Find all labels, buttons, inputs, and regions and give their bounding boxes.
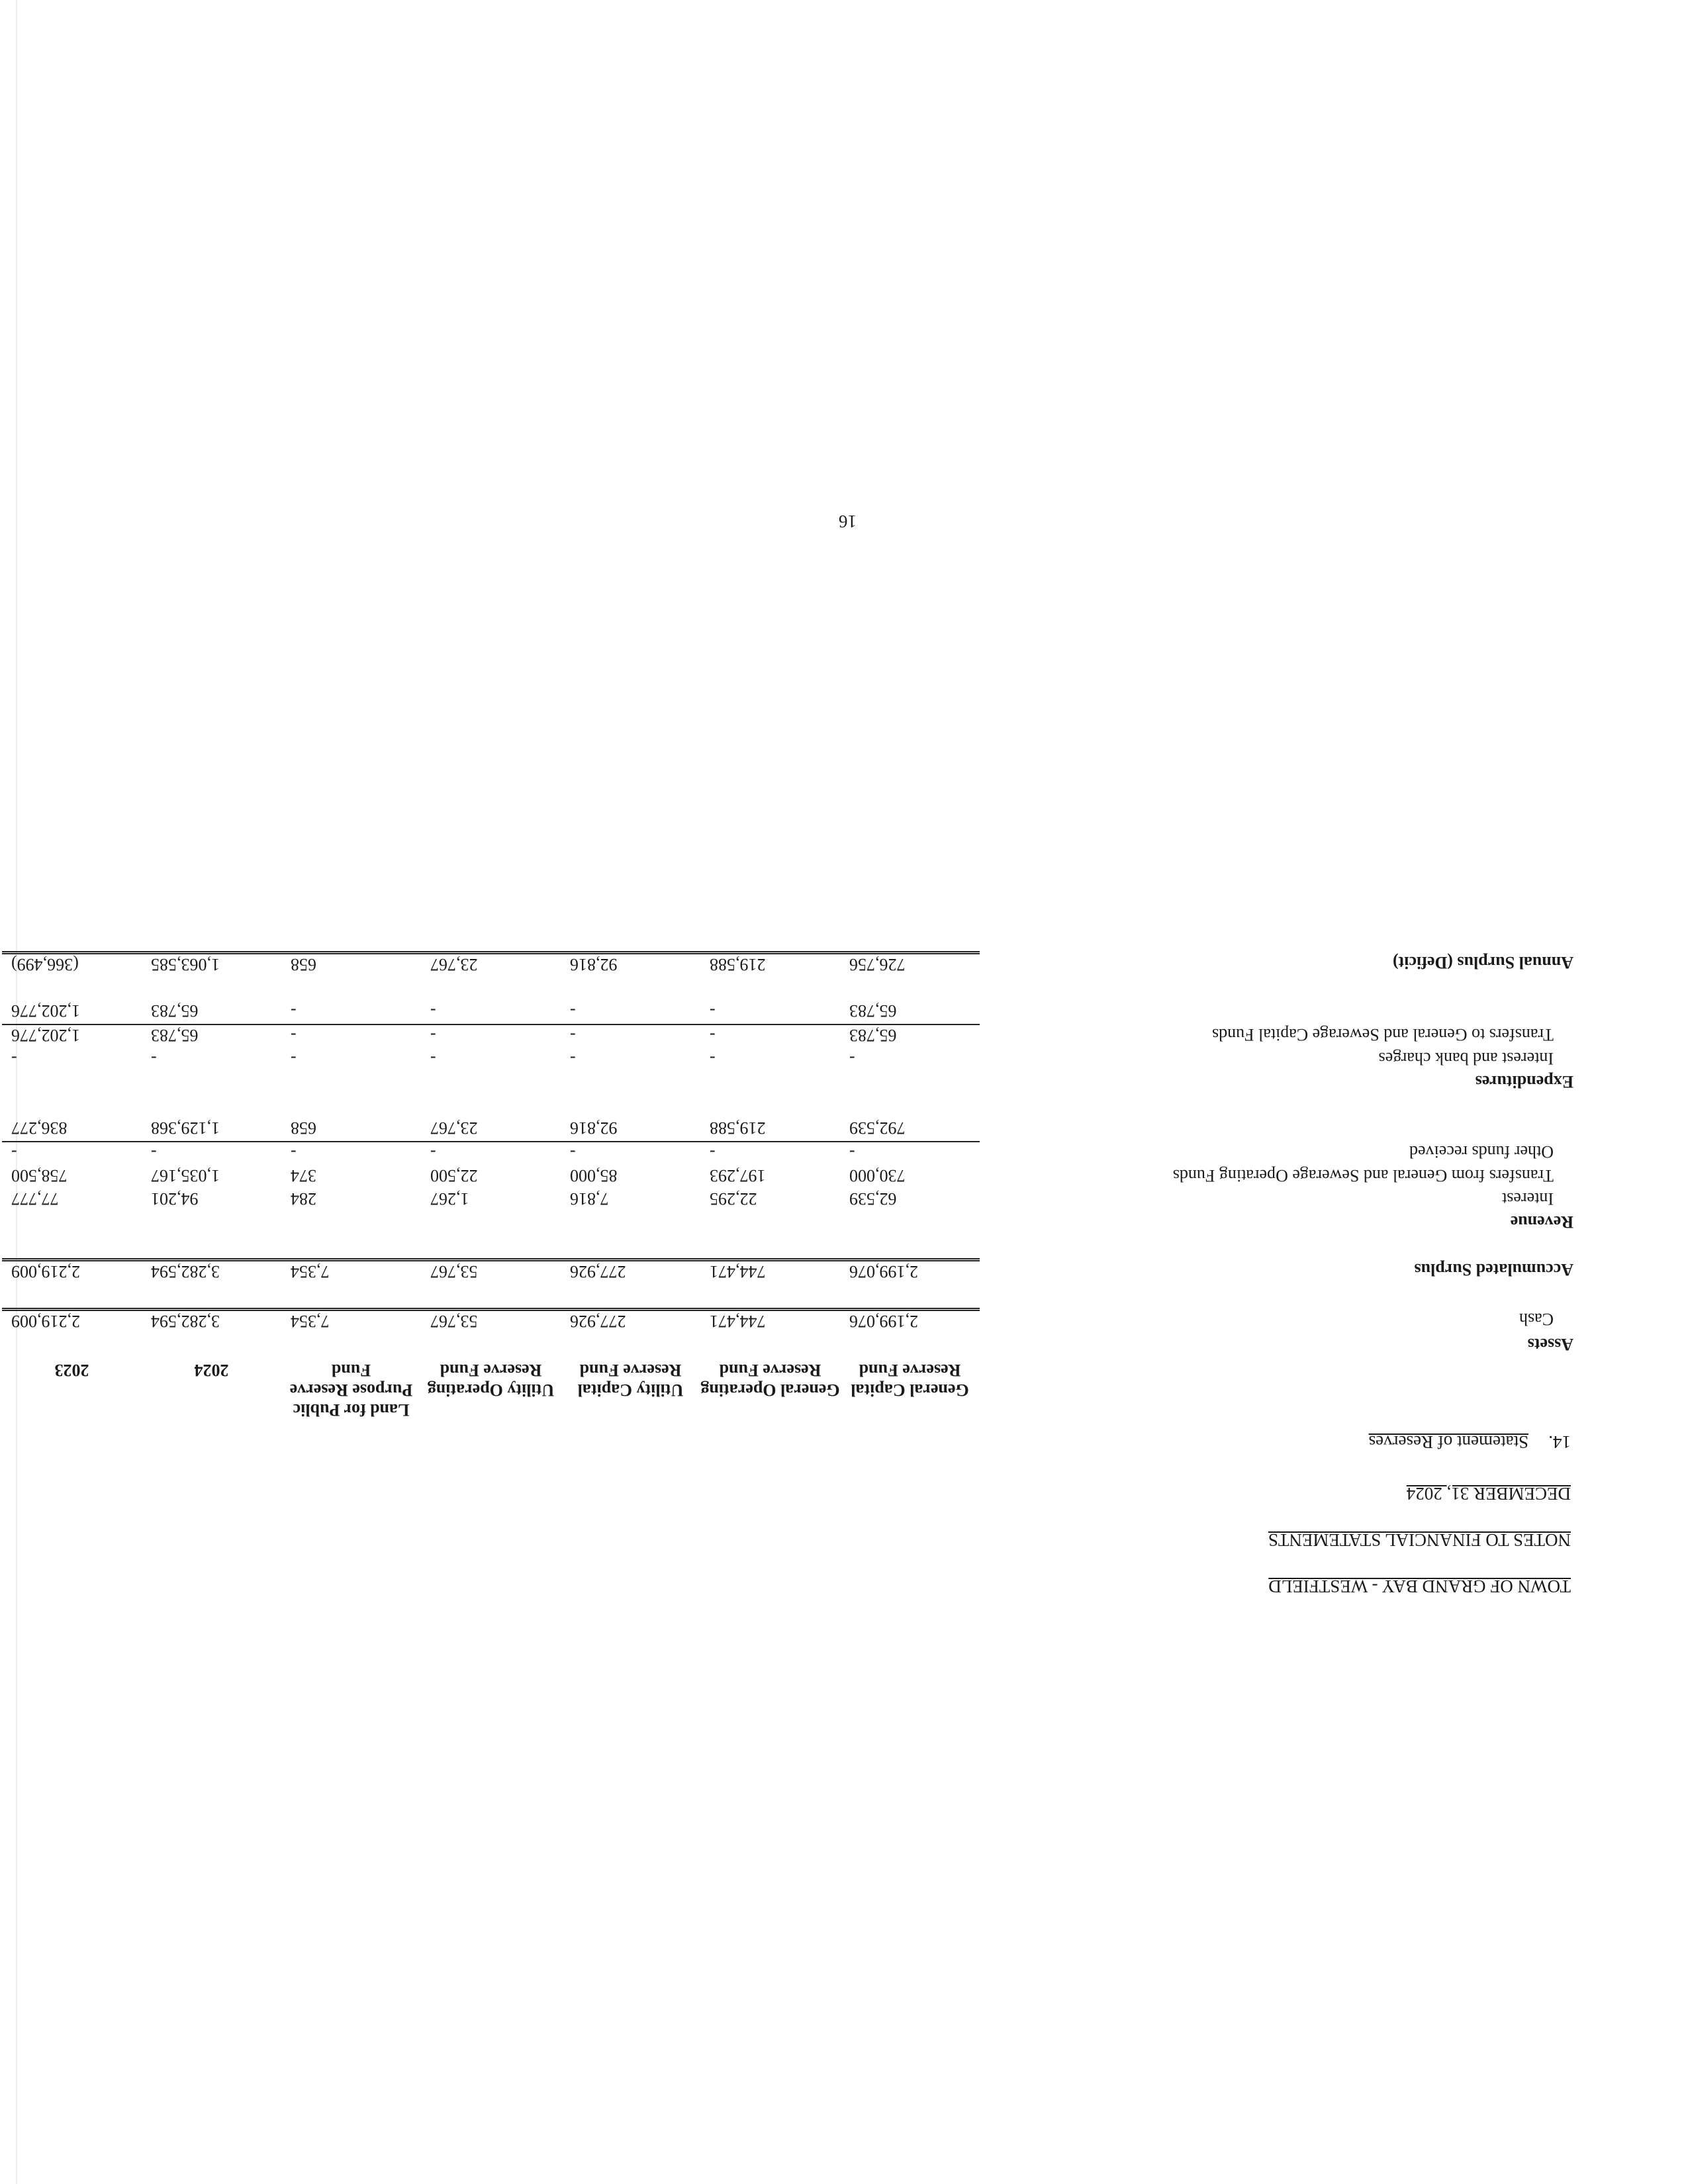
table-row	[2, 1260, 1573, 1285]
cell: 658	[281, 1118, 421, 1142]
cell: 65,783	[142, 1001, 281, 1024]
row-label	[980, 1118, 1573, 1142]
cell: -	[570, 1049, 576, 1068]
cell: 374	[291, 1166, 316, 1185]
page-number: 16	[839, 512, 857, 531]
cell: -	[281, 1001, 421, 1024]
note-title: Statement of Reserves	[1368, 1432, 1528, 1452]
row-label	[980, 1001, 1573, 1024]
cell: 92,816	[561, 953, 700, 978]
col-general-operating: General Operating Reserve Fund	[700, 1361, 840, 1400]
cell: 658	[281, 953, 421, 978]
cell: 1,267	[430, 1189, 469, 1208]
row-label: Cash	[1519, 1310, 1554, 1330]
cell: -	[710, 1049, 716, 1068]
cell: 277,926	[561, 1260, 700, 1285]
col-utility-operating: Utility Operating Reserve Fund	[427, 1361, 555, 1400]
cell: 744,471	[700, 1260, 840, 1285]
cell: 284	[291, 1189, 316, 1208]
cell: 22,500	[430, 1166, 478, 1185]
cell: 2,199,076	[840, 1260, 980, 1285]
row-label: Transfers to General and Sewerage Capital Funds	[1211, 1025, 1554, 1044]
cell: 219,588	[700, 1118, 840, 1142]
cell: 85,000	[570, 1166, 618, 1185]
cell: -	[561, 1001, 700, 1024]
row-label: Accumulated Surplus	[1414, 1260, 1573, 1280]
row-label: Interest	[1502, 1189, 1554, 1208]
cell: -	[11, 1143, 17, 1162]
cell: 53,767	[421, 1260, 561, 1285]
cell: 197,293	[710, 1166, 766, 1185]
cell: -	[291, 1026, 297, 1045]
cell: 65,783	[151, 1026, 199, 1045]
row-label: Other funds received	[1409, 1142, 1554, 1161]
cell: 3,282,594	[142, 1260, 281, 1285]
cell: 277,926	[561, 1310, 700, 1335]
col-land-public-purpose: Land for Public Purpose Reserve Fund	[289, 1361, 413, 1420]
cell: -	[710, 1143, 716, 1162]
col-2023: 2023	[54, 1361, 89, 1380]
cell: 7,354	[281, 1260, 421, 1285]
cell: -	[151, 1049, 157, 1068]
section-revenue: Revenue	[1510, 1212, 1573, 1232]
cell: 2,199,076	[840, 1310, 980, 1335]
cell: 836,277	[2, 1118, 142, 1142]
table-row	[2, 1310, 1573, 1335]
section-expenditures: Expenditures	[1475, 1072, 1573, 1091]
cell: -	[421, 1001, 561, 1024]
cell: 23,767	[421, 1118, 561, 1142]
cell: 62,539	[849, 1189, 897, 1208]
table-row	[2, 1048, 1573, 1071]
cell: 65,783	[840, 1001, 980, 1024]
cell: -	[849, 1049, 855, 1068]
cell: -	[430, 1143, 436, 1162]
col-utility-capital: Utility Capital Reserve Fund	[577, 1361, 684, 1400]
cell: -	[11, 1049, 17, 1068]
table-row	[2, 1165, 1573, 1189]
town-title: TOWN OF GRAND BAY - WESTFIELD	[1268, 1576, 1571, 1596]
col-general-capital: General Capital Reserve Fund	[851, 1361, 969, 1400]
label-header	[980, 1357, 1573, 1420]
row-label: Interest and bank charges	[1378, 1049, 1554, 1068]
cell: 2,219,009	[2, 1260, 142, 1285]
cell: 758,500	[11, 1166, 68, 1185]
cell: -	[291, 1049, 297, 1068]
cell: -	[710, 1026, 716, 1045]
cell: 92,816	[561, 1118, 700, 1142]
table-row	[2, 1142, 1573, 1165]
cell: 53,767	[421, 1310, 561, 1335]
cell: 219,588	[700, 953, 840, 978]
statement-subtitle: NOTES TO FINANCIAL STATEMENTS	[1268, 1530, 1571, 1550]
subtotal-row	[2, 1001, 1573, 1024]
cell: 1,202,776	[2, 1001, 142, 1024]
cell: 7,816	[570, 1189, 609, 1208]
column-header-row	[2, 1357, 1573, 1420]
cell: -	[151, 1143, 157, 1162]
section-assets: Assets	[1527, 1335, 1573, 1354]
reserves-table	[2, 951, 1573, 1420]
cell: -	[570, 1026, 576, 1045]
cell: -	[570, 1143, 576, 1162]
cell: 3,282,594	[142, 1310, 281, 1335]
cell: -	[430, 1026, 436, 1045]
cell: 1,035,167	[151, 1166, 220, 1185]
row-label: Annual Surplus (Deficit)	[1392, 953, 1573, 973]
cell: 94,201	[151, 1189, 199, 1208]
cell: -	[849, 1143, 855, 1162]
cell: -	[291, 1143, 297, 1162]
note-number: 14.	[1548, 1432, 1571, 1452]
total-row	[2, 953, 1573, 978]
section-row	[2, 1212, 1573, 1235]
cell: 1,202,776	[11, 1026, 80, 1045]
cell: 730,000	[849, 1166, 906, 1185]
subtotal-row	[2, 1118, 1573, 1142]
statement-date: DECEMBER 31, 2024	[1406, 1484, 1571, 1504]
section-row	[2, 1334, 1573, 1357]
cell: 23,767	[421, 953, 561, 978]
cell: 1,063,585	[142, 953, 281, 978]
cell: 22,295	[710, 1189, 757, 1208]
cell: 77,777	[11, 1189, 59, 1208]
cell: -	[700, 1001, 840, 1024]
cell: 726,756	[840, 953, 980, 978]
table-row	[2, 1024, 1573, 1048]
section-row	[2, 1071, 1573, 1095]
col-2024: 2024	[194, 1361, 229, 1380]
cell: (366,499)	[2, 953, 142, 978]
cell: 65,783	[849, 1026, 897, 1045]
cell: 2,219,009	[2, 1310, 142, 1335]
cell: 1,129,368	[142, 1118, 281, 1142]
row-label: Transfers from General and Sewerage Operating Funds	[1172, 1166, 1554, 1185]
cell: 744,471	[700, 1310, 840, 1335]
cell: -	[430, 1049, 436, 1068]
table-row	[2, 1189, 1573, 1212]
cell: 7,354	[281, 1310, 421, 1335]
cell: 792,539	[840, 1118, 980, 1142]
